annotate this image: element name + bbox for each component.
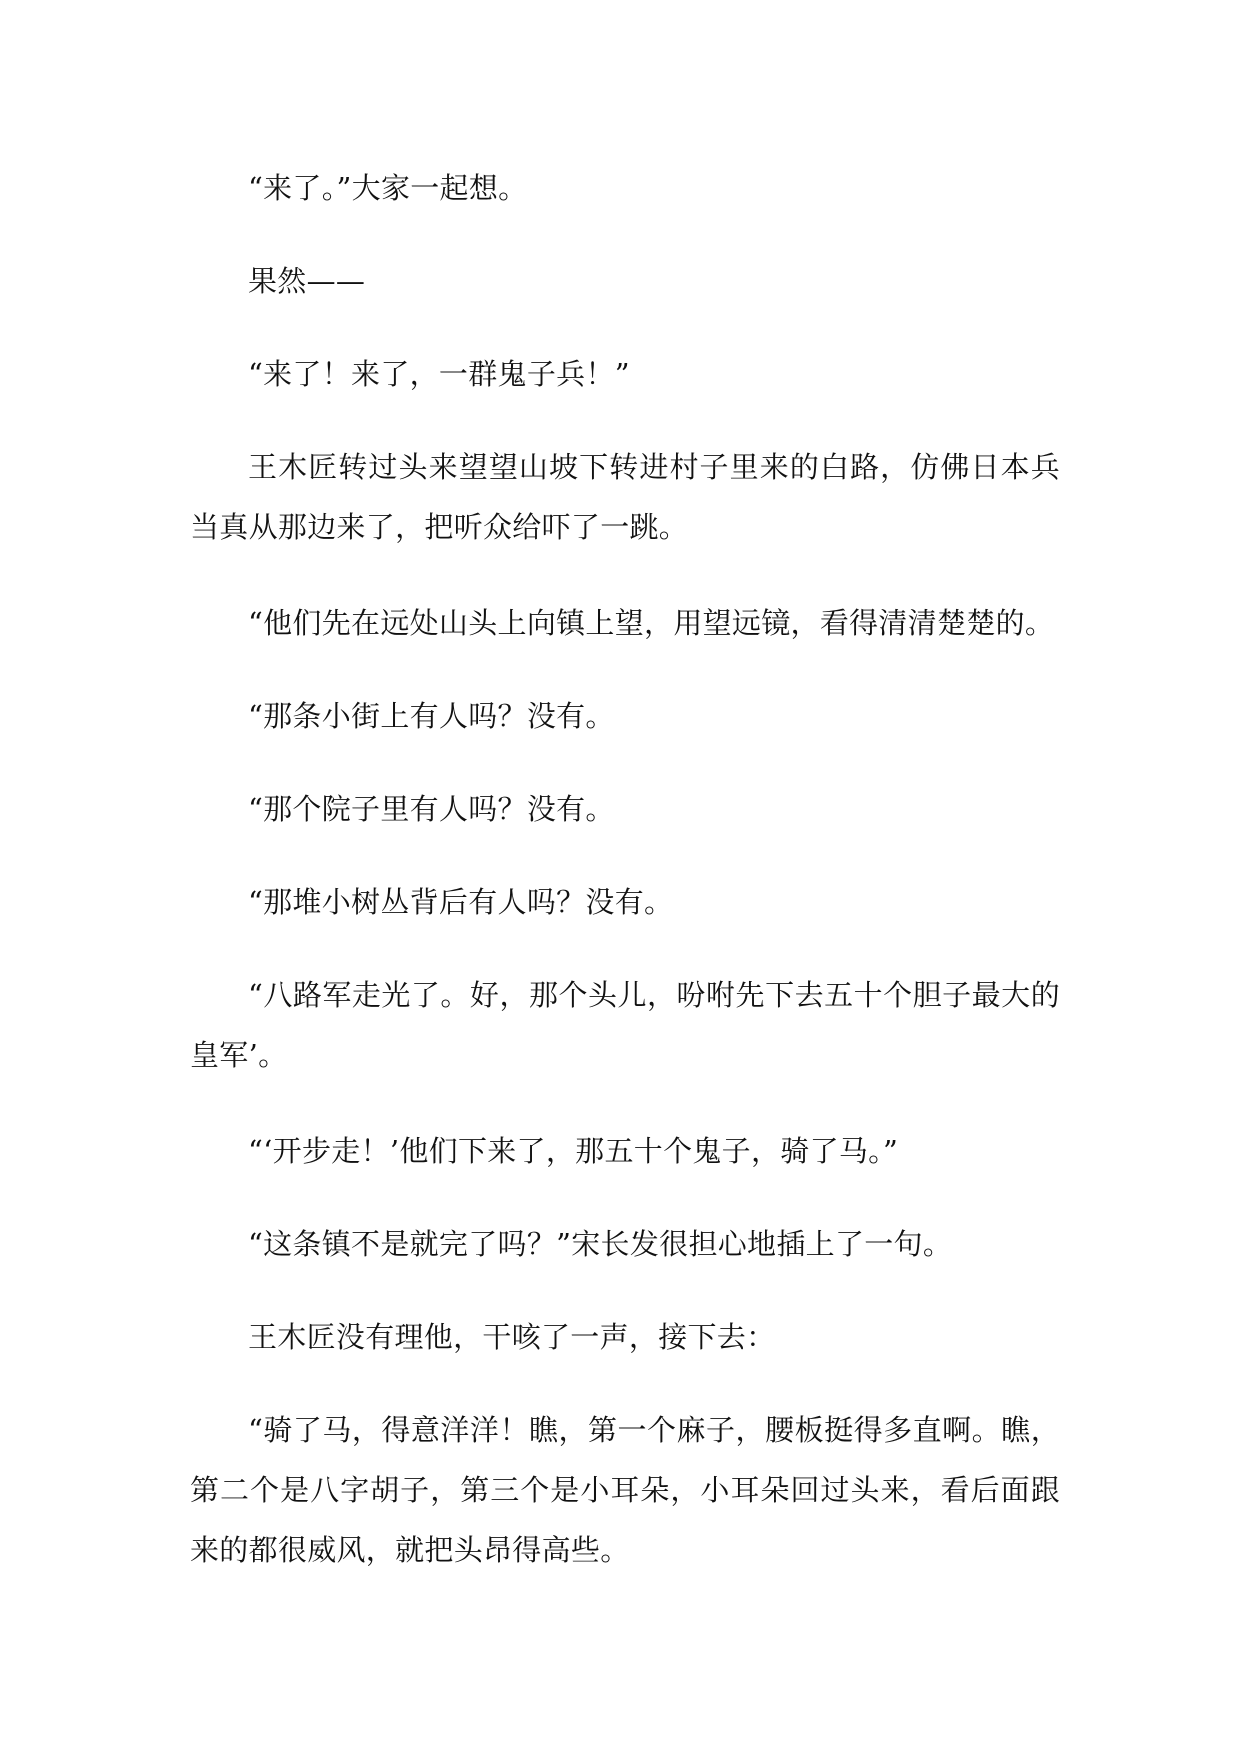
paragraph-11: “这条镇不是就完了吗？”宋长发很担心地插上了一句。 — [248, 1227, 953, 1261]
paragraph-13: “骑了马，得意洋洋！瞧，第一个麻子，腰板挺得多直啊。瞧，第二个是八字胡子，第三个是小耳朵，小耳朵回过头来，看后面跟来的都很威风，就把头昂得高些。 — [190, 1413, 1060, 1567]
paragraph-12: 王木匠没有理他，干咳了一声，接下去： — [248, 1320, 776, 1354]
paragraph-5: “他们先在远处山头上向镇上望，用望远镜，看得清清楚楚的。 — [248, 606, 1055, 640]
paragraph-4: 王木匠转过头来望望山坡下转进村子里来的白路，仿佛日本兵当真从那边来了，把听众给吓了一跳。 — [190, 450, 1060, 544]
paragraph-3: “来了！来了，一群鬼子兵！” — [248, 357, 630, 391]
paragraph-2: 果然—— — [248, 264, 366, 298]
paragraph-8: “那堆小树丛背后有人吗？没有。 — [248, 885, 674, 919]
paragraph-10: “‘开步走！’他们下来了，那五十个鬼子，骑了马。” — [248, 1134, 899, 1168]
paragraph-9: “八路军走光了。好，那个头儿，吩咐先下去五十个胆子最大的皇军’。 — [190, 978, 1060, 1072]
paragraph-7: “那个院子里有人吗？没有。 — [248, 792, 615, 826]
paragraph-6: “那条小街上有人吗？没有。 — [248, 699, 615, 733]
paragraph-1: “来了。”大家一起想。 — [248, 171, 528, 205]
